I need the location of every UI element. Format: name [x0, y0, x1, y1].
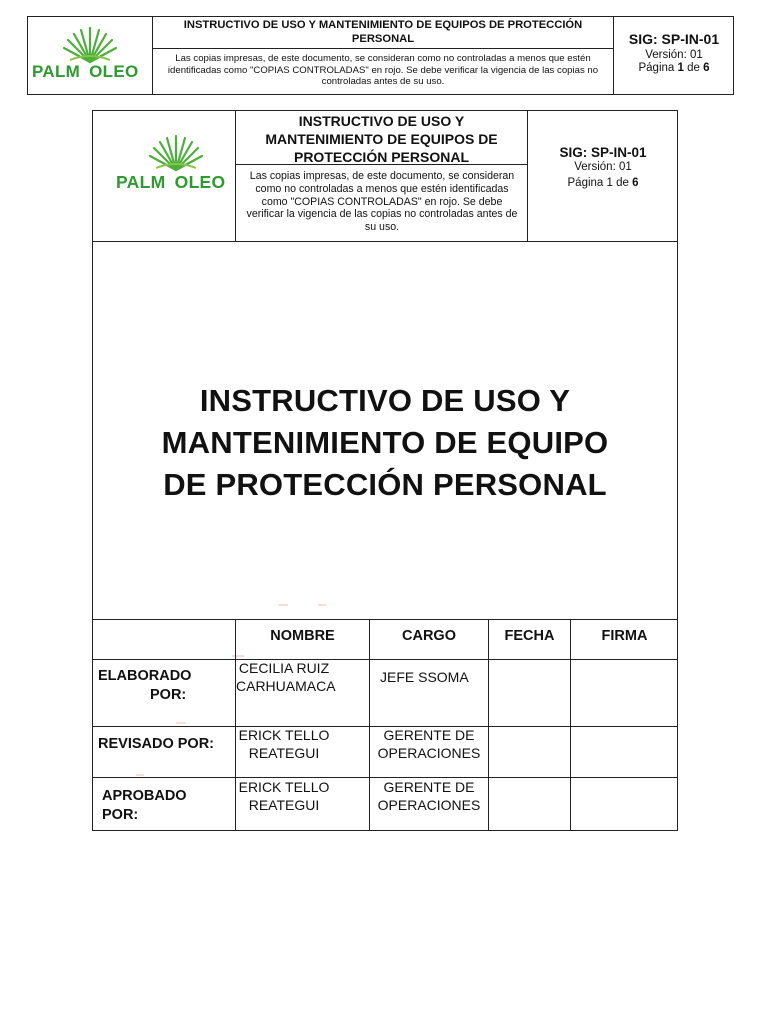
cover-title — [94, 380, 676, 506]
row-name — [236, 726, 332, 762]
palm-leaf-icon — [30, 26, 150, 66]
page-header-page-number — [616, 61, 732, 76]
table-header-cargo: CARGO — [402, 628, 456, 644]
table-header-nombre: NOMBRE — [270, 628, 335, 644]
doc-header-version: Versión: 01 — [574, 161, 632, 173]
stamp-trace — [318, 604, 326, 606]
page-header-code: SIG: SP-IN-01 — [628, 31, 720, 47]
doc-page-prefix: Página 1 de — [567, 177, 633, 189]
row-label-line2: POR: — [102, 807, 139, 823]
row-label-elaborado — [98, 667, 232, 705]
doc-header-note: Las copias impresas, de este documento, se consideran como no controladas a menos que estén identificadas como "COPIAS CONTROLADAS" en rojo. Se debe verificar la vigencia de las copias no controladas antes de su uso. — [246, 170, 518, 234]
row-role-line1: GERENTE DE — [383, 779, 475, 795]
row-name-line2: REATEGUI — [248, 745, 320, 761]
page-header-title: INSTRUCTIVO DE USO Y MANTENIMIENTO DE EQUIPOS DE PROTECCIÓN PERSONAL — [183, 19, 583, 45]
row-role-line1: GERENTE DE — [383, 727, 475, 743]
table-col-line — [570, 619, 571, 831]
row-role-line2: OPERACIONES — [377, 745, 481, 761]
doc-page-total: 6 — [632, 177, 639, 189]
logo-word-oleo: OLEO — [89, 62, 139, 81]
row-role-line1: JEFE SSOMA — [380, 669, 469, 685]
table-row-line — [92, 659, 678, 660]
cover-title-line3: DE PROTECCIÓN PERSONAL — [163, 467, 607, 502]
page-header-note: Las copias impresas, de este documento, se consideran como no controladas a menos que estén identificadas como "COPIAS CONTROLADAS" en rojo. Se debe verificar la vigencia de las copias no controladas antes de su uso. — [167, 53, 599, 87]
doc-logo-word-oleo: OLEO — [174, 172, 226, 192]
doc-company-logo — [114, 134, 236, 198]
doc-header-title-line3: PROTECCIÓN PERSONAL — [293, 149, 469, 165]
row-role — [370, 726, 488, 762]
cover-title-line1: INSTRUCTIVO DE USO Y — [199, 383, 571, 418]
row-role-line2: OPERACIONES — [377, 797, 481, 813]
company-logo — [30, 26, 150, 86]
row-name-line2: CARHUAMACA — [236, 678, 336, 694]
doc-logo-word-palm: PALM — [116, 172, 166, 192]
stamp-trace — [278, 604, 288, 606]
doc-header-code: SIG: SP-IN-01 — [559, 145, 647, 160]
table-col-line — [488, 619, 489, 831]
doc-logo-text — [116, 172, 225, 193]
palm-leaf-icon — [116, 134, 236, 174]
page-mid: de — [683, 62, 704, 74]
page-prefix: Página — [638, 62, 678, 74]
row-label-line1: APROBADO — [102, 788, 187, 804]
row-label-revisado: REVISADO POR: — [98, 736, 215, 752]
row-label-line1: ELABORADO — [98, 668, 192, 684]
row-label-line2: POR: — [150, 687, 187, 703]
logo-word-palm: PALM — [32, 62, 81, 81]
row-name-line1: CECILIA RUIZ — [238, 660, 330, 676]
cover-title-line2: MANTENIMIENTO DE EQUIPO — [161, 425, 609, 460]
row-name-line2: REATEGUI — [248, 797, 320, 813]
page-current: 1 — [677, 62, 684, 74]
page-header-divider — [152, 48, 614, 49]
row-role — [370, 778, 488, 814]
row-name-line1: ERICK TELLO — [238, 727, 330, 743]
row-name-line1: ERICK TELLO — [238, 779, 330, 795]
row-label-aprobado — [102, 787, 234, 825]
row-name — [236, 659, 336, 695]
table-header-firma: FIRMA — [601, 628, 648, 644]
row-name — [236, 778, 332, 814]
doc-header-page-number — [530, 176, 676, 191]
page-header-version: Versión: 01 — [645, 49, 703, 61]
page-total: 6 — [703, 62, 710, 74]
doc-header-title-line1: INSTRUCTIVO DE USO Y — [298, 113, 465, 129]
doc-header-title-line2: MANTENIMIENTO DE EQUIPOS DE — [265, 131, 498, 147]
table-header-fecha: FECHA — [504, 628, 555, 644]
doc-header-title — [238, 112, 525, 166]
row-role — [380, 668, 486, 686]
logo-text — [32, 62, 139, 82]
